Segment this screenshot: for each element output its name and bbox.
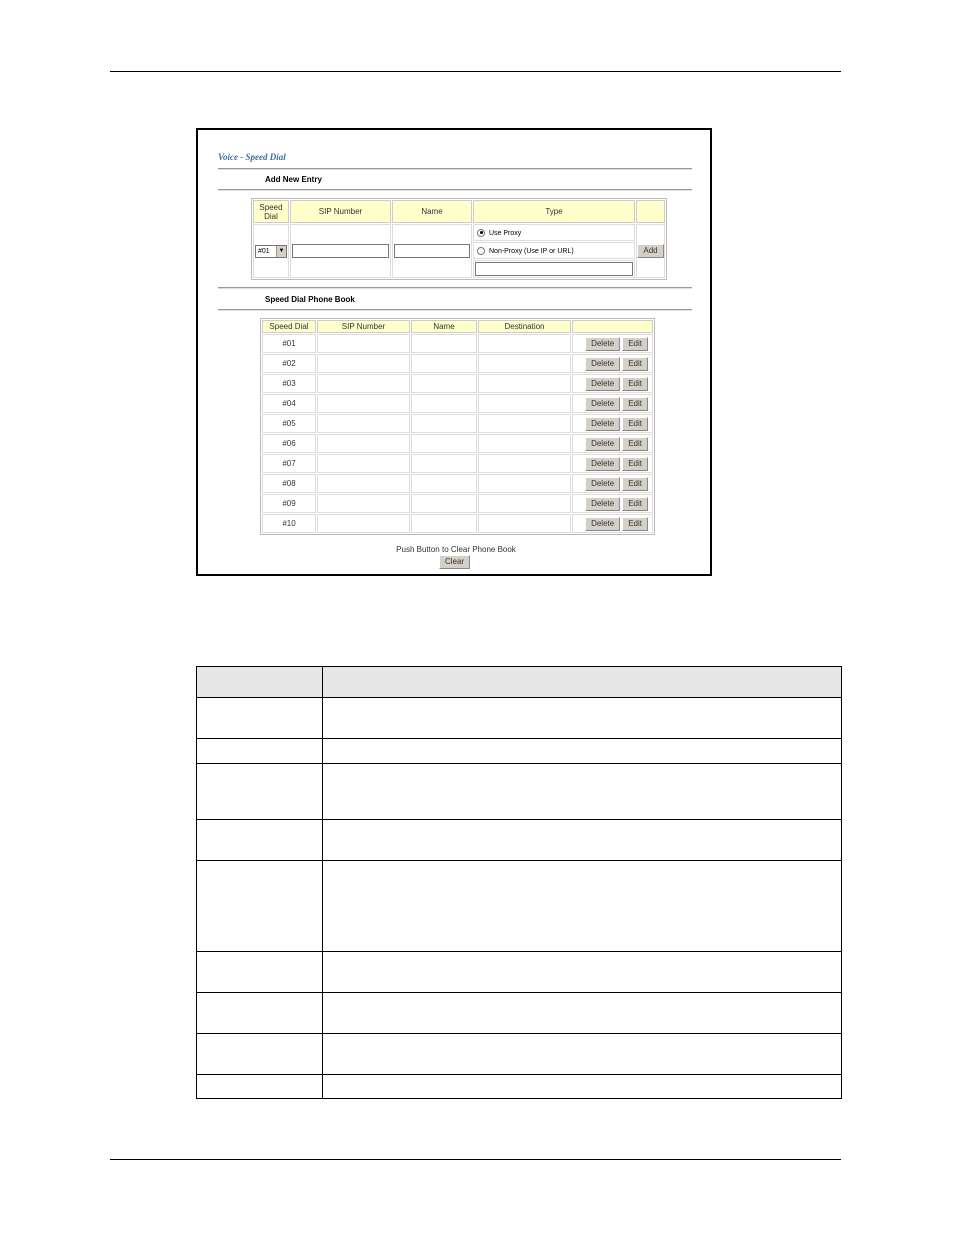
description-table [196, 666, 842, 1099]
book-header-sip-number: SIP Number [317, 320, 410, 333]
table-row [262, 354, 653, 373]
row-actions [572, 474, 653, 493]
table-cell [323, 1075, 842, 1099]
speed-dial-entry: #10 [262, 514, 316, 533]
row-actions [572, 374, 653, 393]
sip-number-entry [317, 434, 410, 453]
table-row [197, 1034, 842, 1075]
table-cell [323, 764, 842, 820]
book-header-speed-dial: Speed Dial [262, 320, 316, 333]
speed-dial-screen [196, 128, 712, 576]
table-row [197, 993, 842, 1034]
row-actions [572, 334, 653, 353]
table-row [262, 434, 653, 453]
sip-number-entry [317, 394, 410, 413]
name-cell [392, 224, 472, 278]
header-action [636, 200, 665, 223]
name-entry [411, 474, 477, 493]
table-cell [197, 861, 323, 952]
row-actions [572, 494, 653, 513]
header-name: Name [392, 200, 472, 223]
name-entry [411, 354, 477, 373]
sip-number-entry [317, 334, 410, 353]
name-entry [411, 514, 477, 533]
speed-dial-entry: #09 [262, 494, 316, 513]
edit-button[interactable]: Edit [622, 477, 648, 491]
destination-entry [478, 374, 571, 393]
table-cell [197, 820, 323, 861]
table-cell [323, 820, 842, 861]
name-entry [411, 454, 477, 473]
destination-entry [478, 394, 571, 413]
name-entry [411, 334, 477, 353]
sip-number-cell [290, 224, 391, 278]
add-section-divider [218, 189, 692, 191]
table-cell [323, 1034, 842, 1075]
add-section-label: Add New Entry [265, 175, 322, 184]
speed-dial-entry: #02 [262, 354, 316, 373]
table-row [197, 952, 842, 993]
book-section-divider [218, 309, 692, 311]
table-row [197, 667, 842, 698]
speed-dial-entry: #05 [262, 414, 316, 433]
table-cell [197, 1075, 323, 1099]
table-row [197, 739, 842, 764]
delete-button[interactable]: Delete [585, 377, 620, 391]
edit-button[interactable]: Edit [622, 337, 648, 351]
table-row [197, 820, 842, 861]
row-actions [572, 414, 653, 433]
delete-button[interactable]: Delete [585, 497, 620, 511]
clear-button[interactable]: Clear [439, 555, 470, 569]
name-entry [411, 394, 477, 413]
chevron-down-icon[interactable]: ▼ [276, 246, 286, 257]
row-actions [572, 434, 653, 453]
radio-selected-icon[interactable] [477, 229, 485, 237]
speed-dial-entry: #01 [262, 334, 316, 353]
destination-entry [478, 414, 571, 433]
header-speed-dial: Speed Dial [253, 200, 289, 223]
delete-button[interactable]: Delete [585, 337, 620, 351]
edit-button[interactable]: Edit [622, 457, 648, 471]
edit-button[interactable]: Edit [622, 497, 648, 511]
sip-number-entry [317, 494, 410, 513]
table-row [262, 454, 653, 473]
table-row [262, 414, 653, 433]
sip-number-entry [317, 454, 410, 473]
delete-button[interactable]: Delete [585, 417, 620, 431]
table-cell [197, 993, 323, 1034]
table-cell [197, 952, 323, 993]
book-section-label: Speed Dial Phone Book [265, 295, 355, 304]
destination-entry [478, 494, 571, 513]
table-cell [323, 861, 842, 952]
table-row [197, 1075, 842, 1099]
speed-dial-entry: #07 [262, 454, 316, 473]
delete-button[interactable]: Delete [585, 517, 620, 531]
row-actions [572, 394, 653, 413]
table-cell [323, 739, 842, 764]
name-input[interactable] [394, 244, 470, 258]
table-row [262, 374, 653, 393]
screen-title: Voice - Speed Dial [218, 152, 286, 162]
book-header-name: Name [411, 320, 477, 333]
header-sip-number: SIP Number [290, 200, 391, 223]
radio-unselected-icon[interactable] [477, 247, 485, 255]
row-actions [572, 514, 653, 533]
add-button[interactable]: Add [637, 244, 663, 258]
destination-input[interactable] [475, 262, 633, 276]
destination-cell [473, 260, 635, 278]
table-cell [197, 667, 323, 698]
table-row [262, 474, 653, 493]
edit-button[interactable]: Edit [622, 517, 648, 531]
edit-button[interactable]: Edit [622, 357, 648, 371]
sip-number-entry [317, 514, 410, 533]
destination-entry [478, 474, 571, 493]
row-actions [572, 454, 653, 473]
phone-book-table [260, 318, 655, 535]
speed-dial-entry: #03 [262, 374, 316, 393]
book-header-action [572, 320, 653, 333]
delete-button[interactable]: Delete [585, 457, 620, 471]
table-row [197, 764, 842, 820]
speed-dial-entry: #06 [262, 434, 316, 453]
top-rule [110, 71, 841, 72]
edit-button[interactable]: Edit [622, 417, 648, 431]
table-cell [197, 698, 323, 739]
table-row [197, 698, 842, 739]
bottom-rule [110, 1159, 841, 1160]
add-entry-table [251, 198, 667, 280]
header-type: Type [473, 200, 635, 223]
table-row [262, 334, 653, 353]
table-cell [197, 764, 323, 820]
delete-button[interactable]: Delete [585, 397, 620, 411]
sip-number-input[interactable] [292, 244, 389, 258]
delete-button[interactable]: Delete [585, 477, 620, 491]
name-entry [411, 374, 477, 393]
speed-dial-select[interactable]: #01 ▼ [255, 245, 287, 258]
table-cell [197, 739, 323, 764]
destination-entry [478, 334, 571, 353]
table-row [262, 514, 653, 533]
name-entry [411, 434, 477, 453]
edit-button[interactable]: Edit [622, 437, 648, 451]
table-row [262, 394, 653, 413]
use-proxy-option[interactable]: Use Proxy [473, 224, 635, 241]
table-cell [323, 993, 842, 1034]
speed-dial-entry: #08 [262, 474, 316, 493]
table-cell [323, 952, 842, 993]
row-actions [572, 354, 653, 373]
table-cell [323, 667, 842, 698]
book-top-divider [218, 287, 692, 289]
clear-caption: Push Button to Clear Phone Book [396, 545, 516, 554]
book-header-destination: Destination [478, 320, 571, 333]
sip-number-entry [317, 414, 410, 433]
table-row [262, 494, 653, 513]
edit-button[interactable]: Edit [622, 377, 648, 391]
table-cell [323, 698, 842, 739]
name-entry [411, 494, 477, 513]
edit-button[interactable]: Edit [622, 397, 648, 411]
add-cell [636, 224, 665, 278]
title-divider [218, 168, 692, 170]
non-proxy-option[interactable]: Non-Proxy (Use IP or URL) [473, 242, 635, 259]
sip-number-entry [317, 474, 410, 493]
delete-button[interactable]: Delete [585, 357, 620, 371]
sip-number-entry [317, 374, 410, 393]
destination-entry [478, 514, 571, 533]
destination-entry [478, 354, 571, 373]
sip-number-entry [317, 354, 410, 373]
destination-entry [478, 434, 571, 453]
table-row [197, 861, 842, 952]
table-cell [197, 1034, 323, 1075]
speed-dial-cell [253, 224, 289, 278]
speed-dial-entry: #04 [262, 394, 316, 413]
destination-entry [478, 454, 571, 473]
name-entry [411, 414, 477, 433]
delete-button[interactable]: Delete [585, 437, 620, 451]
